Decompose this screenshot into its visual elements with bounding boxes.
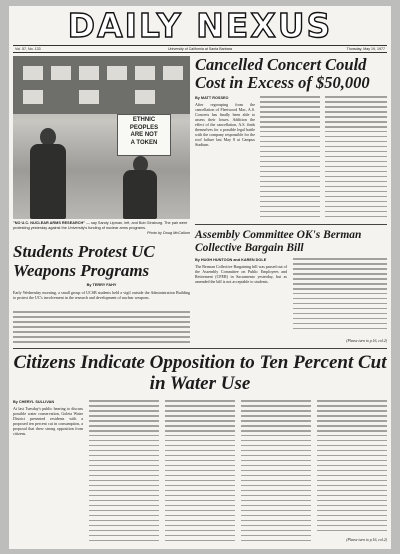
story-concert-text-col2 bbox=[260, 96, 320, 222]
volume-number: Vol. 57, No. 133 bbox=[15, 47, 41, 51]
photo-credit: Photo by Doug McCallum bbox=[146, 231, 190, 235]
story-concert-lead: After regrouping from the cancellation of Fleetwood Mac, A.S. Concerts has finally been able to assess their losses. Addition the effect of the cancellation, A.S. finds themselves for a possible legal battle with the company responsible for the roof failure last May 8 at Campus Stadium. bbox=[195, 102, 255, 147]
protest-sign-line: ETHNIC bbox=[132, 117, 156, 123]
byline-students: By TERRY FAHY bbox=[86, 283, 117, 287]
story-citizens-text-col4 bbox=[241, 400, 311, 546]
protest-sign bbox=[117, 114, 171, 156]
protest-sign-line: PEOPLES bbox=[129, 124, 159, 131]
newspaper-front-page bbox=[9, 6, 391, 549]
headline-students-protest: Students Protest UC Weapons Programs bbox=[13, 242, 155, 280]
university-name: University of California at Santa Barbara bbox=[167, 47, 233, 51]
masthead-title: DAILY NEXUS bbox=[67, 6, 333, 45]
story-citizens-text-col2 bbox=[89, 400, 159, 546]
headline-citizens-water: Citizens Indicate Opposition to Ten Percent Cut in Water Use bbox=[13, 352, 387, 394]
story-concert-text-col3 bbox=[325, 96, 387, 222]
folio-line bbox=[13, 45, 387, 53]
story-students-text bbox=[13, 311, 190, 345]
story-citizens-lead: At last Tuesday's public hearing to discuss possible water conservation, Goleta Water District presented residents with a proposed ten percent cut in consumption, a proposal that drew strong opposition from citizens. bbox=[13, 406, 83, 436]
photo-caption bbox=[13, 221, 190, 236]
story-assembly-lead: The Berman Collective Bargaining bill was passed out of the Assembly Committee on Public Employees and Retirement (CPER) in Sacramento yesterday, but as amended the bill is not acceptable to students. bbox=[195, 264, 287, 284]
headline-cancelled-concert: Cancelled Concert Could Cost in Excess of $50,000 bbox=[195, 55, 370, 92]
byline-assembly: By HUGH HUNTOON and KAREN DOLE bbox=[195, 258, 267, 262]
jump-assembly[interactable]: (Please turn to p.16, col.2) bbox=[346, 339, 387, 343]
story-assembly-text bbox=[293, 258, 387, 336]
protest-sign-line: ARE NOT bbox=[130, 132, 158, 138]
jump-citizens[interactable]: (Please turn to p.16, col.2) bbox=[346, 538, 387, 542]
story-students-lead: Early Wednesday morning, a small group of UCSB students held a vigil outside the Administration Building to protest the UC's involvement in the research and development of nuclear weapons. bbox=[13, 290, 190, 300]
byline-concert: By MATT ROSSEO bbox=[195, 96, 229, 100]
protest-photo bbox=[13, 56, 190, 219]
protest-sign-line: A TOKEN bbox=[130, 139, 158, 146]
caption-lead: "NO U.C. NUCLEAR ARMS RESEARCH" bbox=[13, 221, 86, 225]
byline-citizens: By CHERYL SULLIVAN bbox=[13, 400, 55, 404]
issue-date: Thursday, May 19, 1977 bbox=[346, 47, 385, 51]
story-citizens-text-col5 bbox=[317, 400, 387, 536]
headline-assembly-committee: Assembly Committee OK's Berman Collective Bargain Bill bbox=[195, 229, 362, 254]
story-citizens-text-col3 bbox=[165, 400, 235, 546]
caption-body: — say Sandy Lipman, left, and Bob Ginsburg. The pair were protesting yesterday against the University's funding of nuclear arms programs. bbox=[13, 221, 188, 230]
